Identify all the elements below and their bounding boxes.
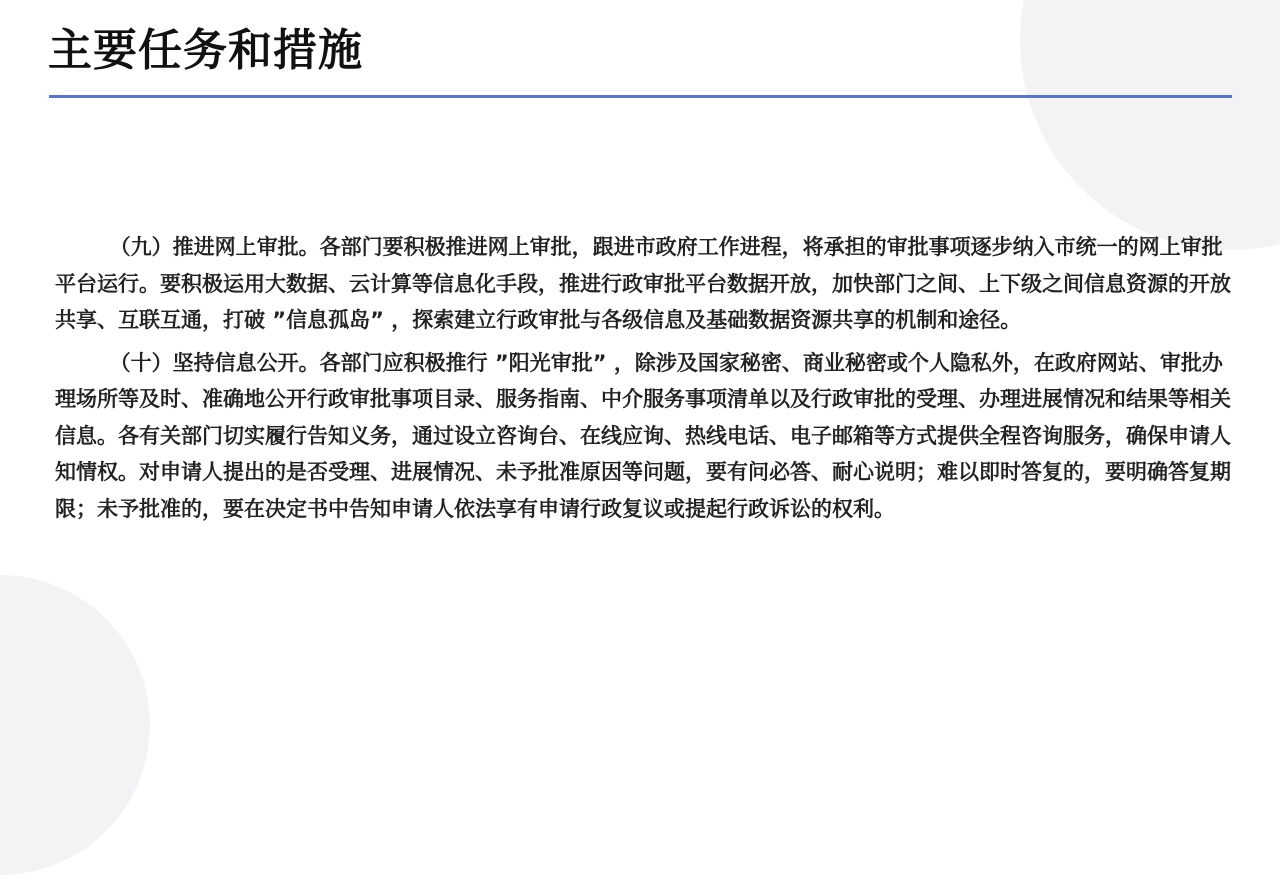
decorative-circle-bottom-left xyxy=(0,575,150,875)
paragraph-online-approval: （九）推进网上审批。各部门要积极推进网上审批，跟进市政府工作进程，将承担的审批事项逐步纳入市统一的网上审批平台运行。要积极运用大数据、云计算等信息化手段，推进行政审批平台数据开放，加快部门之间、上下级之间信息资源的开放共享、互联互通，打破 ”信息孤岛” ，探索建立行政审批与各级信息及基础数据资源共享的机制和途径。 xyxy=(55,235,1231,332)
slide-body xyxy=(55,229,1235,533)
title-divider xyxy=(49,95,1232,98)
paragraph-information-disclosure: （十）坚持信息公开。各部门应积极推行 ”阳光审批” ，除涉及国家秘密、商业秘密或个人隐私外，在政府网站、审批办理场所等及时、准确地公开行政审批事项目录、服务指南、中介服务事项清单以及行政审批的受理、办理进展情况和结果等相关信息。各有关部门切实履行告知义务，通过设立咨询台、在线应询、热线电话、电子邮箱等方式提供全程咨询服务，确保申请人知情权。对申请人提出的是否受理、进展情况、未予批准原因等问题，要有问必答、耐心说明；难以即时答复的，要明确答复期限；未予批准的，要在决定书中告知申请人依法享有申请行政复议或提起行政诉讼的权利。 xyxy=(55,350,1231,521)
decorative-circle-top-right xyxy=(1020,0,1280,250)
slide-title: 主要任务和措施 xyxy=(48,25,363,76)
